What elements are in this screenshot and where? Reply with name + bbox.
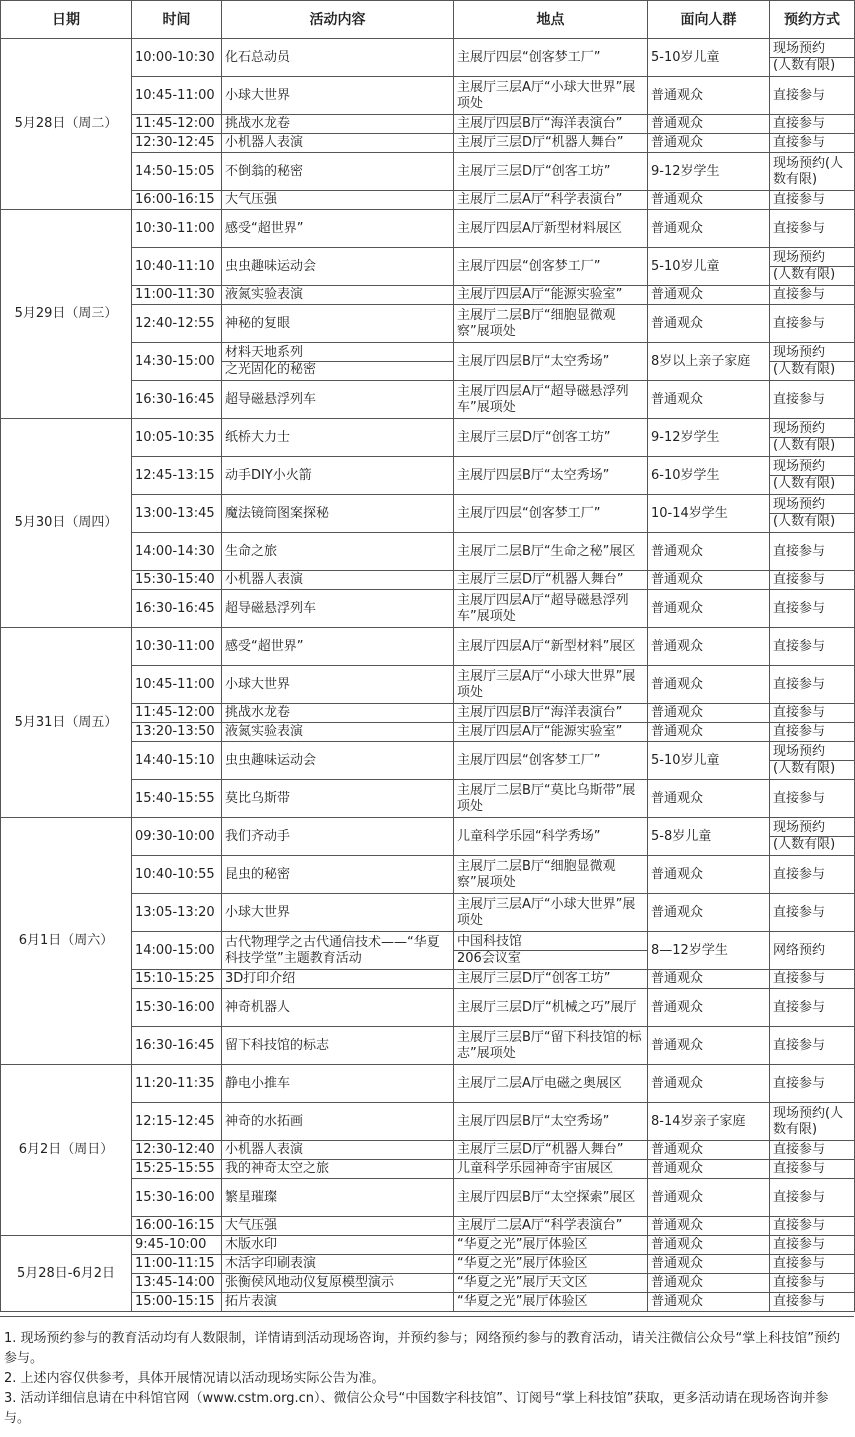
activity-cell: 莫比乌斯带 (222, 780, 454, 818)
activity-cell: 静电小推车 (222, 1065, 454, 1103)
audience-cell: 5-8岁儿童 (648, 818, 770, 856)
reservation-cell: 直接参与 (770, 704, 855, 723)
activity-cell (222, 343, 454, 381)
audience-cell: 普通观众 (648, 286, 770, 305)
time-cell: 11:45-12:00 (132, 704, 222, 723)
footnote-1: 1. 现场预约参与的教育活动均有人数限制，详情请到活动现场咨询，并预约参与；网络预约参与的教育活动，请关注微信公众号“掌上科技馆”预约参与。 (4, 1331, 841, 1366)
reservation-cell: 直接参与 (770, 1255, 855, 1274)
reservation-cell: 直接参与 (770, 1217, 855, 1236)
activity-cell: 小球大世界 (222, 666, 454, 704)
reservation-cell: 直接参与 (770, 970, 855, 989)
time-cell: 14:00-14:30 (132, 533, 222, 571)
audience-cell: 普通观众 (648, 571, 770, 590)
time-cell: 16:00-16:15 (132, 191, 222, 210)
audience-cell: 8—12岁学生 (648, 932, 770, 970)
location-cell: 主展厅四层A厅“能源实验室” (454, 723, 648, 742)
reservation-cell: 直接参与 (770, 1027, 855, 1065)
audience-cell: 5-10岁儿童 (648, 248, 770, 286)
time-cell: 9:45-10:00 (132, 1236, 222, 1255)
reservation-cell: 直接参与 (770, 210, 855, 248)
reservation-cell-line: 现场预约 (773, 744, 826, 759)
reservation-cell-line: 现场预约 (773, 421, 826, 436)
location-cell: 主展厅四层A厅“新型材料”展区 (454, 628, 648, 666)
reservation-cell: 直接参与 (770, 723, 855, 742)
activity-cell: 木活字印刷表演 (222, 1255, 454, 1274)
audience-cell: 8-14岁亲子家庭 (648, 1103, 770, 1141)
reservation-cell-line: (人数有限) (770, 57, 854, 74)
reservation-cell: 网络预约 (770, 932, 855, 970)
time-cell: 16:30-16:45 (132, 381, 222, 419)
reservation-cell-line: 现场预约 (773, 250, 826, 265)
reservation-cell: 直接参与 (770, 780, 855, 818)
audience-cell: 普通观众 (648, 780, 770, 818)
audience-cell: 10-14岁学生 (648, 495, 770, 533)
audience-cell: 普通观众 (648, 210, 770, 248)
reservation-cell-line: 现场预约 (773, 820, 826, 835)
location-cell: 主展厅三层D厅“机器人舞台” (454, 1141, 648, 1160)
reservation-cell: 直接参与 (770, 856, 855, 894)
time-cell: 12:40-12:55 (132, 305, 222, 343)
time-cell: 11:45-12:00 (132, 115, 222, 134)
time-cell: 12:30-12:45 (132, 134, 222, 153)
audience-cell: 普通观众 (648, 989, 770, 1027)
table-row (1, 628, 855, 666)
location-cell: 主展厅三层D厅“机器人舞台” (454, 571, 648, 590)
activity-cell: 拓片表演 (222, 1293, 454, 1312)
reservation-cell: 直接参与 (770, 77, 855, 115)
location-cell: 主展厅二层A厅电磁之奥展区 (454, 1065, 648, 1103)
audience-cell: 普通观众 (648, 666, 770, 704)
reservation-cell: 直接参与 (770, 571, 855, 590)
time-cell: 12:15-12:45 (132, 1103, 222, 1141)
time-cell: 16:00-16:15 (132, 1217, 222, 1236)
location-cell: “华夏之光”展厅天文区 (454, 1274, 648, 1293)
activity-cell: 小机器人表演 (222, 571, 454, 590)
table-row (1, 210, 855, 248)
reservation-cell: 直接参与 (770, 115, 855, 134)
table-row (1, 419, 855, 457)
audience-cell: 普通观众 (648, 856, 770, 894)
header-reservation: 预约方式 (770, 1, 855, 39)
header-audience: 面向人群 (648, 1, 770, 39)
activity-cell: 感受“超世界” (222, 210, 454, 248)
time-cell: 10:40-10:55 (132, 856, 222, 894)
time-cell: 15:00-15:15 (132, 1293, 222, 1312)
time-cell: 10:30-11:00 (132, 210, 222, 248)
activity-cell: 生命之旅 (222, 533, 454, 571)
audience-cell: 普通观众 (648, 590, 770, 628)
audience-cell: 普通观众 (648, 1236, 770, 1255)
audience-cell: 普通观众 (648, 1065, 770, 1103)
reservation-cell: 直接参与 (770, 1236, 855, 1255)
time-cell: 10:05-10:35 (132, 419, 222, 457)
reservation-cell: 直接参与 (770, 191, 855, 210)
audience-cell: 普通观众 (648, 381, 770, 419)
reservation-cell-line: (人数有限) (770, 836, 854, 853)
reservation-cell: 直接参与 (770, 628, 855, 666)
time-cell: 14:50-15:05 (132, 153, 222, 191)
time-cell: 16:30-16:45 (132, 590, 222, 628)
audience-cell: 普通观众 (648, 1293, 770, 1312)
reservation-cell: 现场预约(人数有限) (770, 153, 855, 191)
location-cell: 主展厅二层A厅“科学表演台” (454, 191, 648, 210)
time-cell: 14:30-15:00 (132, 343, 222, 381)
audience-cell: 普通观众 (648, 704, 770, 723)
location-cell-line: 206会议室 (454, 950, 647, 967)
location-cell: 儿童科学乐园“科学秀场” (454, 818, 648, 856)
reservation-cell (770, 419, 855, 457)
audience-cell: 普通观众 (648, 77, 770, 115)
activity-cell: 虫虫趣味运动会 (222, 248, 454, 286)
reservation-cell: 直接参与 (770, 1065, 855, 1103)
location-cell: 主展厅四层“创客梦工厂” (454, 39, 648, 77)
activity-cell: 我们齐动手 (222, 818, 454, 856)
activity-cell: 虫虫趣味运动会 (222, 742, 454, 780)
activity-cell: 小机器人表演 (222, 134, 454, 153)
date-cell: 6月2日（周日） (1, 1065, 132, 1236)
header-activity: 活动内容 (222, 1, 454, 39)
location-cell: 主展厅四层B厅“海洋表演台” (454, 115, 648, 134)
header-time: 时间 (132, 1, 222, 39)
time-cell: 10:40-11:10 (132, 248, 222, 286)
activity-cell: 大气压强 (222, 1217, 454, 1236)
reservation-cell-line: (人数有限) (770, 437, 854, 454)
reservation-cell: 直接参与 (770, 134, 855, 153)
time-cell: 15:10-15:25 (132, 970, 222, 989)
location-cell (454, 932, 648, 970)
reservation-cell: 直接参与 (770, 894, 855, 932)
location-cell: 主展厅二层B厅“细胞显微观察”展项处 (454, 856, 648, 894)
location-cell: 主展厅二层B厅“细胞显微观察”展项处 (454, 305, 648, 343)
activity-cell: 留下科技馆的标志 (222, 1027, 454, 1065)
time-cell: 10:45-11:00 (132, 666, 222, 704)
activity-cell: 小球大世界 (222, 894, 454, 932)
audience-cell: 5-10岁儿童 (648, 39, 770, 77)
activity-cell: 神奇机器人 (222, 989, 454, 1027)
reservation-cell: 直接参与 (770, 1160, 855, 1179)
location-cell: 主展厅四层“创客梦工厂” (454, 742, 648, 780)
audience-cell: 普通观众 (648, 894, 770, 932)
date-cell: 5月31日（周五） (1, 628, 132, 818)
time-cell: 15:30-16:00 (132, 989, 222, 1027)
activity-cell: 神秘的复眼 (222, 305, 454, 343)
activity-cell: 超导磁悬浮列车 (222, 590, 454, 628)
location-cell: 主展厅四层B厅“海洋表演台” (454, 704, 648, 723)
reservation-cell (770, 742, 855, 780)
reservation-cell: 直接参与 (770, 1179, 855, 1217)
activity-cell: 挑战水龙卷 (222, 704, 454, 723)
reservation-cell: 直接参与 (770, 666, 855, 704)
activity-cell: 古代物理学之古代通信技术——“华夏科技学堂”主题教育活动 (222, 932, 454, 970)
reservation-cell (770, 818, 855, 856)
time-cell: 15:40-15:55 (132, 780, 222, 818)
audience-cell: 普通观众 (648, 1274, 770, 1293)
audience-cell: 普通观众 (648, 1141, 770, 1160)
location-cell: 主展厅四层B厅“太空秀场” (454, 457, 648, 495)
time-cell: 15:30-15:40 (132, 571, 222, 590)
activity-cell: 超导磁悬浮列车 (222, 381, 454, 419)
activity-cell: 我的神奇太空之旅 (222, 1160, 454, 1179)
location-cell: 主展厅四层A厅“超导磁悬浮列车”展项处 (454, 590, 648, 628)
audience-cell: 普通观众 (648, 115, 770, 134)
activity-cell: 液氮实验表演 (222, 723, 454, 742)
audience-cell: 9-12岁学生 (648, 419, 770, 457)
time-cell: 10:45-11:00 (132, 77, 222, 115)
location-cell: 主展厅三层A厅“小球大世界”展项处 (454, 77, 648, 115)
time-cell: 15:25-15:55 (132, 1160, 222, 1179)
location-cell: 主展厅四层A厅“能源实验室” (454, 286, 648, 305)
reservation-cell: 直接参与 (770, 590, 855, 628)
time-cell: 14:40-15:10 (132, 742, 222, 780)
audience-cell: 普通观众 (648, 1179, 770, 1217)
audience-cell: 5-10岁儿童 (648, 742, 770, 780)
audience-cell: 9-12岁学生 (648, 153, 770, 191)
location-cell: 主展厅三层D厅“机器人舞台” (454, 134, 648, 153)
reservation-cell-line: 现场预约 (773, 497, 826, 512)
audience-cell: 普通观众 (648, 533, 770, 571)
location-cell: 儿童科学乐园神奇宇宙展区 (454, 1160, 648, 1179)
time-cell: 13:45-14:00 (132, 1274, 222, 1293)
activity-cell: 小球大世界 (222, 77, 454, 115)
date-cell: 5月30日（周四） (1, 419, 132, 628)
activity-cell: 繁星璀璨 (222, 1179, 454, 1217)
reservation-cell: 直接参与 (770, 1274, 855, 1293)
reservation-cell (770, 248, 855, 286)
audience-cell: 普通观众 (648, 723, 770, 742)
location-cell: 主展厅三层A厅“小球大世界”展项处 (454, 894, 648, 932)
location-cell: 主展厅四层B厅“太空探索”展区 (454, 1179, 648, 1217)
schedule-body (1, 39, 855, 1312)
reservation-cell: 直接参与 (770, 989, 855, 1027)
table-row (1, 39, 855, 77)
reservation-cell (770, 343, 855, 381)
time-cell: 12:30-12:40 (132, 1141, 222, 1160)
activity-cell: 小机器人表演 (222, 1141, 454, 1160)
footnote-2: 2. 上述内容仅供参考，具体开展情况请以活动现场实际公告为准。 (4, 1371, 385, 1386)
audience-cell: 普通观众 (648, 134, 770, 153)
reservation-cell: 直接参与 (770, 381, 855, 419)
location-cell: “华夏之光”展厅体验区 (454, 1255, 648, 1274)
time-cell: 12:45-13:15 (132, 457, 222, 495)
reservation-cell-line: (人数有限) (770, 760, 854, 777)
activity-cell: 张衡侯风地动仪复原模型演示 (222, 1274, 454, 1293)
header-location: 地点 (454, 1, 648, 39)
location-cell: 主展厅四层A厅“超导磁悬浮列车”展项处 (454, 381, 648, 419)
reservation-cell: 直接参与 (770, 286, 855, 305)
time-cell: 10:00-10:30 (132, 39, 222, 77)
location-cell: 主展厅三层D厅“机械之巧”展厅 (454, 989, 648, 1027)
time-cell: 14:00-15:00 (132, 932, 222, 970)
audience-cell: 普通观众 (648, 1217, 770, 1236)
reservation-cell-line: (人数有限) (770, 361, 854, 378)
location-cell: 主展厅三层D厅“创客工坊” (454, 153, 648, 191)
location-cell: 主展厅四层B厅“太空秀场” (454, 343, 648, 381)
date-cell: 5月28日（周二） (1, 39, 132, 210)
date-cell: 6月1日（周六） (1, 818, 132, 1065)
table-row (1, 818, 855, 856)
location-cell: 主展厅四层A厅新型材料展区 (454, 210, 648, 248)
location-cell: 主展厅二层B厅“莫比乌斯带”展项处 (454, 780, 648, 818)
activity-cell: 纸桥大力士 (222, 419, 454, 457)
location-cell: 主展厅四层“创客梦工厂” (454, 495, 648, 533)
activity-cell: 液氮实验表演 (222, 286, 454, 305)
activity-cell: 挑战水龙卷 (222, 115, 454, 134)
reservation-cell (770, 457, 855, 495)
location-cell: 主展厅二层B厅“生命之秘”展区 (454, 533, 648, 571)
location-cell: 主展厅四层B厅“太空秀场” (454, 1103, 648, 1141)
activity-cell: 化石总动员 (222, 39, 454, 77)
activity-cell: 动手DIY小火箭 (222, 457, 454, 495)
activity-cell: 魔法镜筒图案探秘 (222, 495, 454, 533)
reservation-cell-line: 现场预约 (773, 459, 826, 474)
reservation-cell: 现场预约(人数有限) (770, 1103, 855, 1141)
time-cell: 11:20-11:35 (132, 1065, 222, 1103)
audience-cell: 普通观众 (648, 1255, 770, 1274)
reservation-cell-line: 现场预约 (773, 41, 826, 56)
activity-cell: 感受“超世界” (222, 628, 454, 666)
activity-cell-line: 材料天地系列 (225, 345, 304, 360)
audience-cell: 普通观众 (648, 1027, 770, 1065)
time-cell: 11:00-11:15 (132, 1255, 222, 1274)
time-cell: 13:05-13:20 (132, 894, 222, 932)
footnotes (0, 1316, 854, 1429)
reservation-cell: 直接参与 (770, 1141, 855, 1160)
header-row (1, 1, 855, 39)
activity-cell: 木版水印 (222, 1236, 454, 1255)
time-cell: 09:30-10:00 (132, 818, 222, 856)
footnote-3: 3. 活动详细信息请在中科馆官网（www.cstm.org.cn）、微信公众号“中国数字科技馆”、订阅号“掌上科技馆”获取，更多活动请在现场咨询并参与。 (4, 1391, 829, 1426)
reservation-cell (770, 39, 855, 77)
reservation-cell: 直接参与 (770, 305, 855, 343)
activity-cell-line: 之光固化的秘密 (222, 361, 453, 378)
date-cell: 5月29日（周三） (1, 210, 132, 419)
time-cell: 13:00-13:45 (132, 495, 222, 533)
activity-cell: 神奇的水拓画 (222, 1103, 454, 1141)
activity-cell: 不倒翁的秘密 (222, 153, 454, 191)
activity-cell: 大气压强 (222, 191, 454, 210)
table-row (1, 1065, 855, 1103)
audience-cell: 6-10岁学生 (648, 457, 770, 495)
reservation-cell: 直接参与 (770, 533, 855, 571)
audience-cell: 普通观众 (648, 628, 770, 666)
table-row (1, 1236, 855, 1255)
location-cell: 主展厅三层A厅“小球大世界”展项处 (454, 666, 648, 704)
audience-cell: 普通观众 (648, 970, 770, 989)
time-cell: 13:20-13:50 (132, 723, 222, 742)
location-cell: “华夏之光”展厅体验区 (454, 1293, 648, 1312)
audience-cell: 普通观众 (648, 191, 770, 210)
location-cell-line: 中国科技馆 (457, 934, 523, 949)
reservation-cell-line: (人数有限) (770, 513, 854, 530)
location-cell: “华夏之光”展厅体验区 (454, 1236, 648, 1255)
header-date: 日期 (1, 1, 132, 39)
time-cell: 10:30-11:00 (132, 628, 222, 666)
reservation-cell-line: (人数有限) (770, 266, 854, 283)
time-cell: 16:30-16:45 (132, 1027, 222, 1065)
time-cell: 11:00-11:30 (132, 286, 222, 305)
audience-cell: 8岁以上亲子家庭 (648, 343, 770, 381)
time-cell: 15:30-16:00 (132, 1179, 222, 1217)
audience-cell: 普通观众 (648, 305, 770, 343)
activity-cell: 昆虫的秘密 (222, 856, 454, 894)
location-cell: 主展厅三层B厅“留下科技馆的标志”展项处 (454, 1027, 648, 1065)
activity-cell: 3D打印介绍 (222, 970, 454, 989)
audience-cell: 普通观众 (648, 1160, 770, 1179)
location-cell: 主展厅三层D厅“创客工坊” (454, 970, 648, 989)
location-cell: 主展厅二层A厅“科学表演台” (454, 1217, 648, 1236)
reservation-cell (770, 495, 855, 533)
reservation-cell-line: (人数有限) (770, 475, 854, 492)
date-cell: 5月28日-6月2日 (1, 1236, 132, 1312)
location-cell: 主展厅三层D厅“创客工坊” (454, 419, 648, 457)
reservation-cell: 直接参与 (770, 1293, 855, 1312)
location-cell: 主展厅四层“创客梦工厂” (454, 248, 648, 286)
reservation-cell-line: 现场预约 (773, 345, 826, 360)
